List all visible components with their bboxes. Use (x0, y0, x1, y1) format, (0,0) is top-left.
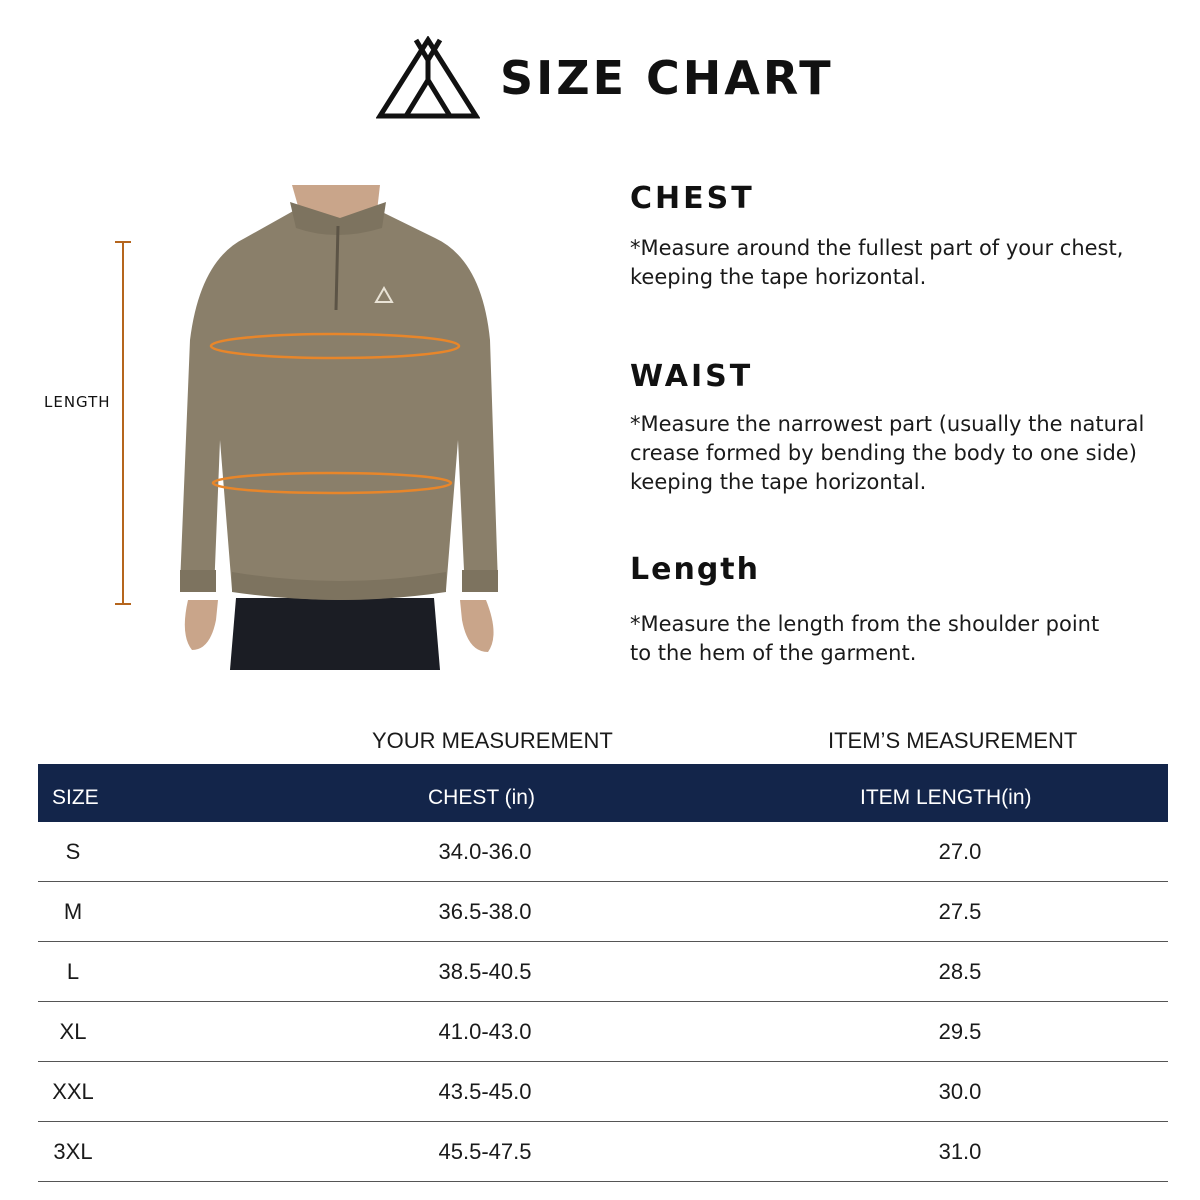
column-header-chest: CHEST (in) (428, 786, 535, 809)
length-cell: 29.5 (938, 1019, 982, 1044)
chest-cell: 43.5-45.0 (438, 1079, 532, 1104)
chest-cell: 45.5-47.5 (438, 1139, 532, 1164)
chest-cell: 38.5-40.5 (438, 959, 532, 984)
brand-logo-icon (376, 36, 480, 122)
size-table (38, 764, 1168, 1182)
table-header (38, 764, 1168, 822)
length-cell: 28.5 (938, 959, 982, 984)
size-cell: XL (59, 1019, 87, 1044)
length-cell: 27.5 (938, 899, 982, 924)
chest-cell: 36.5-38.0 (438, 899, 532, 924)
length-cell: 30.0 (938, 1079, 982, 1104)
length-heading: Length (630, 552, 760, 587)
table-row (38, 822, 1168, 882)
size-cell: M (63, 899, 83, 924)
group-header-your-measurement: YOUR MEASUREMENT (372, 728, 613, 753)
table-row (38, 1122, 1168, 1182)
size-cell: S (65, 839, 81, 864)
waist-description: *Measure the narrowest part (usually the natural crease formed by bending the body to one side) keeping the tape horizontal. (630, 412, 1145, 494)
chest-heading: CHEST (630, 181, 755, 216)
chest-description: *Measure around the fullest part of your chest, keeping the tape horizontal. (630, 236, 1124, 289)
group-header-item-measurement: ITEM’S MEASUREMENT (828, 728, 1078, 753)
column-header-size: SIZE (52, 786, 99, 809)
chest-cell: 34.0-36.0 (438, 839, 532, 864)
table-row (38, 882, 1168, 942)
model-right-hand (460, 600, 494, 652)
model-left-hand (185, 600, 218, 650)
shirt-model-figure (40, 180, 520, 670)
size-cell: XXL (52, 1079, 94, 1104)
length-description: *Measure the length from the shoulder point to the hem of the garment. (630, 612, 1100, 665)
shirt-body (180, 210, 498, 600)
table-row (38, 942, 1168, 1002)
length-cell: 31.0 (938, 1139, 982, 1164)
column-header-length: ITEM LENGTH(in) (860, 786, 1032, 809)
waist-heading: WAIST (630, 359, 754, 394)
chest-cell: 41.0-43.0 (438, 1019, 532, 1044)
size-cell: L (66, 959, 80, 984)
length-cell: 27.0 (938, 839, 982, 864)
length-measure-line (115, 242, 131, 604)
size-cell: 3XL (53, 1139, 93, 1164)
table-row (38, 1002, 1168, 1062)
model-pants (230, 598, 440, 670)
page-title: SIZE CHART (500, 51, 834, 105)
table-row (38, 1062, 1168, 1122)
shirt-zipper (336, 226, 338, 310)
length-label: LENGTH (44, 393, 111, 411)
